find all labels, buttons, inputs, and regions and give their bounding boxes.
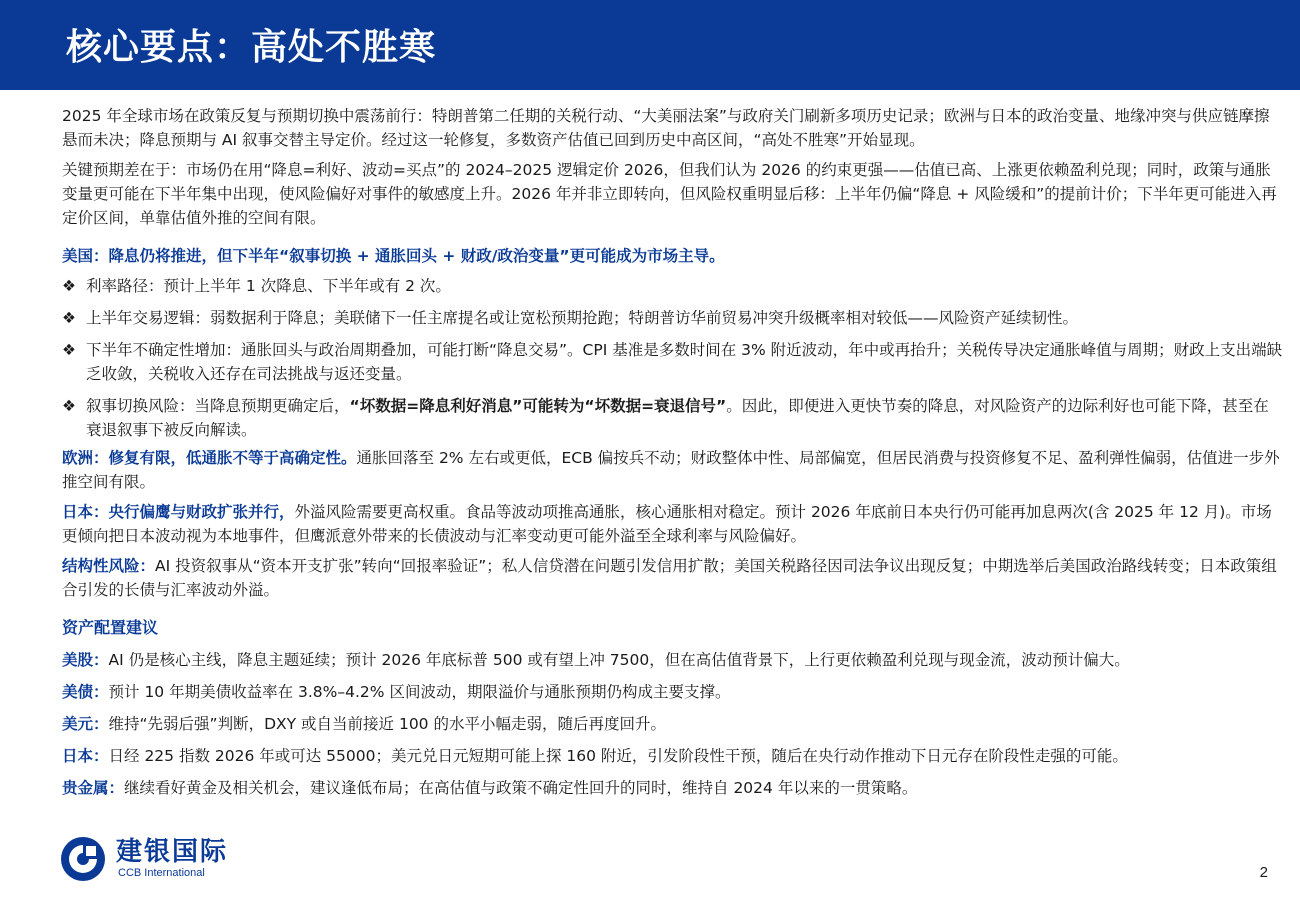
allocation-heading-text: 资产配置建议	[62, 618, 159, 637]
us-heading	[62, 244, 1284, 268]
europe-paragraph	[62, 446, 1284, 494]
us-bullet-4	[62, 394, 1284, 442]
allocation-us-equity	[62, 648, 1284, 672]
precious-metals-text: 继续看好黄金及相关机会，建议逢低布局；在高估值与政策不确定性回升的同时，维持自 2024 年以来的一贯策略。	[124, 779, 918, 797]
allocation-japan	[62, 744, 1284, 768]
intro-paragraph-2: 关键预期差在于：市场仍在用“降息=利好、波动=买点”的 2024–2025 逻辑定价 2026，但我们认为 2026 的约束更强——估值已高、上涨更依赖盈利兑现；同时，政策与通胀变量更可能在下半年集中出现，使风险偏好对事件的敏感度上升。2026 年并非立即转向，但风险权重明显后移：上半年仍偏“降息 + 风险缓和”的提前计价；下半年更可能进入再定价区间，单靠估值外推的空间有限。	[62, 161, 1277, 227]
us-bullet-3	[62, 338, 1284, 386]
us-equity-label: 美股：	[62, 651, 109, 669]
logo-chinese-name: 建银国际	[116, 837, 229, 867]
us-bullet-2-text: 上半年交易逻辑：弱数据利于降息；美联储下一任主席提名或让宽松预期抢跑；特朗普访华前贸易冲突升级概率相对较低——风险资产延续韧性。	[86, 309, 1079, 327]
us-equity-text: AI 仍是核心主线，降息主题延续；预计 2026 年底标普 500 或有望上冲 7500，但在高估值背景下，上行更依赖盈利兑现与现金流，波动预计偏大。	[108, 651, 1130, 669]
allocation-us-bonds	[62, 680, 1284, 704]
us-bullet-4-emphasis: “坏数据=降息利好消息”可能转为“坏数据=衰退信号”	[349, 397, 727, 415]
usd-label: 美元：	[62, 715, 109, 733]
europe-text: 通胀回落至 2% 左右或更低，ECB 偏按兵不动；财政整体中性、局部偏宽，但居民消费与投资修复不足、盈利弹性偏弱，估值进一步外推空间有限。	[62, 449, 1280, 491]
us-heading-text: 美国：降息仍将推进，但下半年“叙事切换 + 通胀回头 + 财政/政治变量”更可能成为市场主导。	[62, 247, 725, 265]
us-bullet-1-text: 利率路径：预计上半年 1 次降息、下半年或有 2 次。	[86, 277, 451, 295]
allocation-heading	[62, 616, 1284, 640]
logo-english-name: CCB International	[118, 867, 205, 879]
title-bar	[0, 0, 1300, 90]
page-number: 2	[1259, 864, 1268, 881]
diamond-bullet-icon: ❖	[62, 397, 76, 415]
structural-risk-paragraph	[62, 554, 1284, 602]
structural-risk-text: AI 投资叙事从“资本开支扩张”转向“回报率验证”；私人信贷潜在问题引发信用扩散；美国关税路径因司法争议出现反复；中期选举后美国政治路线转变；日本政策组合引发的长债与汇率波动外溢。	[62, 557, 1277, 599]
allocation-usd	[62, 712, 1284, 736]
diamond-bullet-icon: ❖	[62, 309, 76, 327]
ccb-logo-icon	[60, 836, 106, 882]
diamond-bullet-icon: ❖	[62, 277, 76, 295]
ccb-logo	[60, 836, 300, 886]
allocation-precious-metals	[62, 776, 1284, 800]
usd-text: 维持“先弱后强”判断，DXY 或自当前接近 100 的水平小幅走弱，随后再度回升。	[108, 715, 666, 733]
page-title: 核心要点：高处不胜寒	[66, 27, 437, 68]
us-bullet-4-post: 。因此，即便进入更快节奏的降息，对风险资产的边际利好也可能下降，甚至在衰退叙事下被反向解读。	[86, 397, 1269, 439]
japan-allocation-text: 日经 225 指数 2026 年或可达 55000；美元兑日元短期可能上探 160 附近，引发阶段性干预，随后在央行动作推动下日元存在阶段性走强的可能。	[108, 747, 1128, 765]
japan-allocation-label: 日本：	[62, 747, 109, 765]
us-bullet-2	[62, 306, 1284, 330]
japan-label: 日本：央行偏鹰与财政扩张并行，	[62, 503, 295, 521]
us-bonds-text: 预计 10 年期美债收益率在 3.8%–4.2% 区间波动，期限溢价与通胀预期仍构成主要支撑。	[108, 683, 731, 701]
us-bullet-1	[62, 274, 1284, 298]
main-content	[62, 104, 1284, 800]
us-bullet-3-text: 下半年不确定性增加：通胀回头与政治周期叠加，可能打断“降息交易”。CPI 基准是多数时间在 3% 附近波动，年中或再抬升；关税传导决定通胀峰值与周期；财政上支出端缺乏收敛，关税收入还存在司法挑战与返还变量。	[86, 341, 1283, 383]
precious-metals-label: 贵金属：	[62, 779, 125, 797]
diamond-bullet-icon: ❖	[62, 341, 76, 359]
europe-label: 欧洲：修复有限，低通胀不等于高确定性。	[62, 449, 357, 467]
us-bullet-4-pre: 叙事切换风险：当降息预期更确定后，	[86, 397, 350, 415]
structural-risk-label: 结构性风险：	[62, 557, 156, 575]
us-bonds-label: 美债：	[62, 683, 109, 701]
japan-paragraph	[62, 500, 1284, 548]
japan-text: 外溢风险需要更高权重。食品等波动项推高通胀，核心通胀相对稳定。预计 2026 年底前日本央行仍可能再加息两次(含 2025 年 12 月)。市场更倾向把日本波动视为本地事件，但鹰派意外带来的长债波动与汇率变动更可能外溢至全球利率与风险偏好。	[62, 503, 1272, 545]
intro-paragraph-1: 2025 年全球市场在政策反复与预期切换中震荡前行：特朗普第二任期的关税行动、“大美丽法案”与政府关门刷新多项历史记录；欧洲与日本的政治变量、地缘冲突与供应链摩擦悬而未决；降息预期与 AI 叙事交替主导定价。经过这一轮修复，多数资产估值已回到历史中高区间，“高处不胜寒”开始显现。	[62, 107, 1270, 149]
